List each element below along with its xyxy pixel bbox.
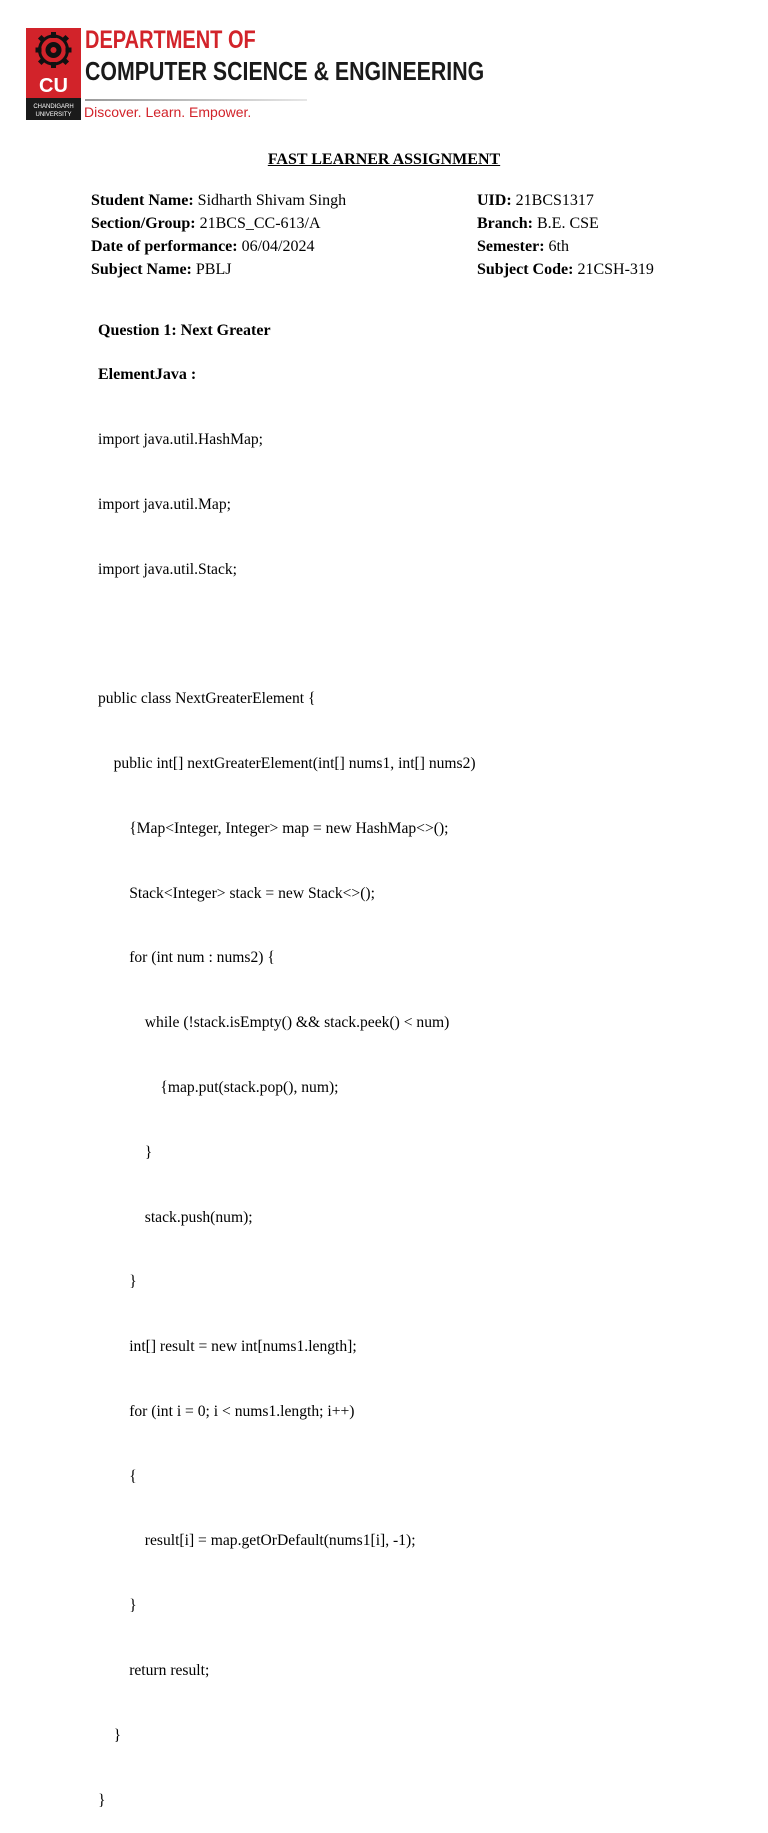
- student-info-right: [477, 189, 654, 281]
- field-student-name: [91, 189, 346, 212]
- field-label: Subject Code:: [477, 261, 574, 278]
- field-semester: [477, 235, 654, 258]
- logo-initials: CU: [39, 75, 68, 97]
- code-listing: [98, 386, 476, 1833]
- code-line: }: [98, 1791, 106, 1809]
- code-line: return result;: [98, 1662, 210, 1680]
- field-label: Semester:: [477, 238, 545, 255]
- field-value: 6th: [548, 238, 569, 255]
- field-value: 21CSH-319: [577, 261, 654, 278]
- code-line: {map.put(stack.pop(), num);: [98, 1079, 339, 1096]
- page-header: [26, 26, 485, 122]
- gear-emblem-icon: [36, 32, 72, 68]
- field-subject-name: [91, 258, 346, 281]
- field-label: UID:: [477, 192, 512, 209]
- field-branch: [477, 212, 654, 235]
- field-value: B.E. CSE: [537, 215, 599, 232]
- code-line: result[i] = map.getOrDefault(nums1[i], -1);: [98, 1532, 416, 1550]
- tagline: Discover. Learn. Empower.: [84, 104, 252, 120]
- code-line: stack.push(num);: [98, 1208, 253, 1226]
- field-label: Section/Group:: [91, 215, 196, 232]
- student-info-left: [91, 189, 346, 281]
- document-title: FAST LEARNER ASSIGNMENT: [267, 151, 501, 168]
- field-value: 21BCS1317: [515, 192, 594, 209]
- field-value: PBLJ: [195, 261, 232, 278]
- code-line: import java.util.Stack;: [98, 560, 238, 578]
- cu-logo: [26, 28, 81, 120]
- question-heading-line1: Question 1: Next Greater: [98, 322, 271, 339]
- code-line: {Map<Integer, Integer> map = new HashMap<>();: [98, 819, 449, 837]
- code-line: import java.util.Map;: [98, 495, 231, 513]
- code-line: for (int num : nums2) {: [98, 949, 275, 967]
- code-line: public class NextGreaterElement {: [98, 690, 316, 708]
- department-title-line2: COMPUTER SCIENCE & ENGINEERING: [85, 56, 485, 86]
- field-label: Date of performance:: [91, 238, 238, 255]
- code-line: for (int i = 0; i < nums1.length; i++): [98, 1402, 355, 1420]
- field-label: Subject Name:: [91, 261, 192, 278]
- code-line: [98, 624, 476, 646]
- code-line: public int[] nextGreaterElement(int[] nums1, int[] nums2): [98, 755, 476, 773]
- code-line: {: [98, 1467, 137, 1485]
- code-line: }: [98, 1597, 137, 1615]
- code-line: Stack<Integer> stack = new Stack<>();: [98, 884, 375, 902]
- field-section-group: [91, 212, 346, 235]
- code-line: }: [98, 1726, 122, 1744]
- header-divider: [85, 99, 307, 101]
- field-uid: [477, 189, 654, 212]
- field-value: Sidharth Shivam Singh: [197, 192, 347, 209]
- code-line: int[] result = new int[nums1.length];: [98, 1338, 357, 1356]
- field-value: 21BCS_CC-613/A: [199, 215, 321, 232]
- field-label: Branch:: [477, 215, 533, 232]
- question-heading-line2: ElementJava :: [98, 366, 197, 383]
- logo-university-line2: UNIVERSITY: [35, 112, 72, 118]
- field-date-of-performance: [91, 235, 346, 258]
- field-subject-code: [477, 258, 654, 281]
- logo-university-line1: CHANDIGARH: [33, 104, 74, 110]
- code-line: while (!stack.isEmpty() && stack.peek() < num): [98, 1014, 450, 1032]
- code-line: }: [98, 1143, 153, 1161]
- field-label: Student Name:: [91, 192, 194, 209]
- field-value: 06/04/2024: [241, 238, 315, 255]
- department-title-line1: DEPARTMENT OF: [85, 26, 256, 54]
- code-line: }: [98, 1273, 137, 1291]
- code-line: import java.util.HashMap;: [98, 431, 264, 449]
